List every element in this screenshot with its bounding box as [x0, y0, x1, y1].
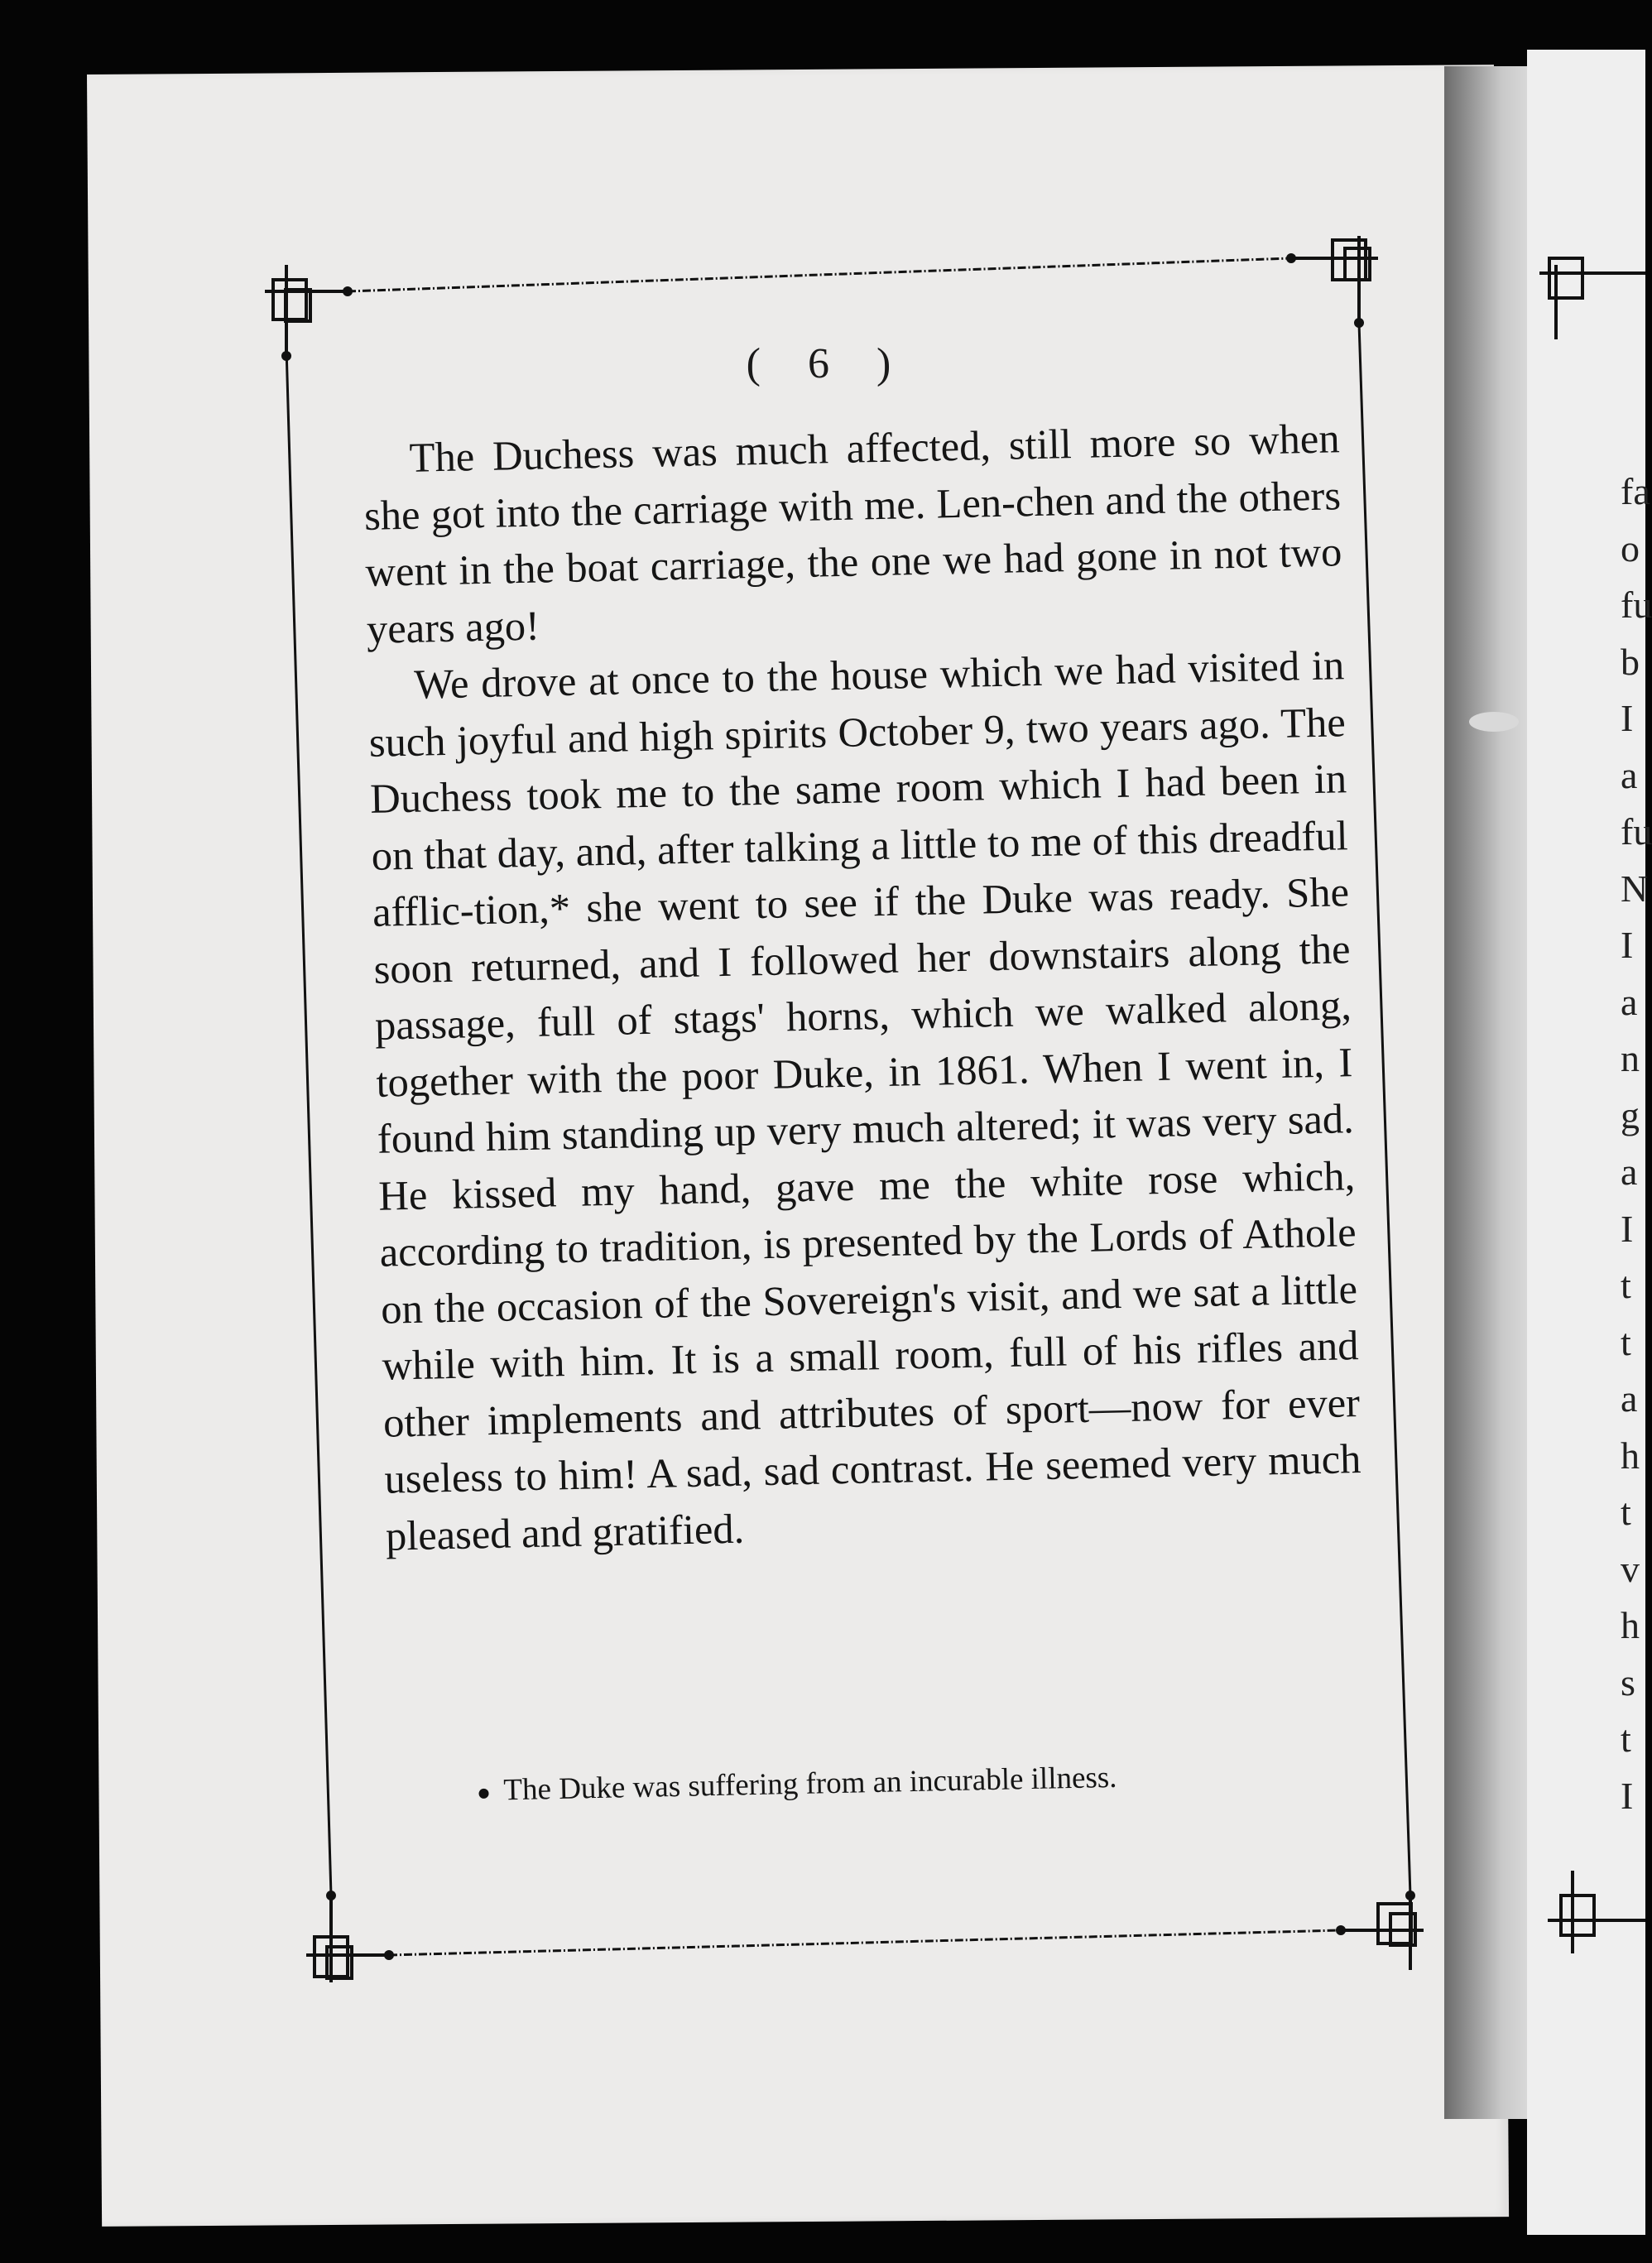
paragraph-2: We drove at once to the house which we had visited in such joyful and high spirits October 9, two years ago. The Duchess took me to the same room which I had been in on that day, and, after talking a little to me of this dreadful afflic-tion,* she went to see if the Duke was ready. She soon returned, and I followed her downstairs along the passage, full of stags' horns, which we walked along, together with the poor Duke, in 1861. When I went in, I found him standing up very much altered; it was very sad. He kissed my hand, gave me the white rose which, according to tradition, is presented by the Lords of Athole on the occasion of the Sovereign's visit, and we sat a little while with him. It is a small room, full of his rifles and other implements and attributes of sport—now for ever useless to him! A sad, sad contrast. He seemed very much pleased and gratified. — [368, 641, 1361, 1559]
paragraph-1: The Duchess was much affected, still more so when she got into the carriage with me. Len-chen and the others went in the boat carriage, the one we had gone in not two years ago! — [363, 415, 1342, 652]
facing-line-fragment: t — [1621, 1718, 1631, 1760]
footnote-bullet — [478, 1788, 488, 1798]
facing-line-fragment: fu — [1621, 810, 1652, 853]
facing-line-fragment: h — [1621, 1434, 1640, 1477]
facing-line-fragment: a — [1621, 980, 1638, 1023]
facing-line-fragment: t — [1621, 1491, 1631, 1533]
facing-line-fragment: fu — [1621, 584, 1652, 626]
facing-line-fragment: g — [1621, 1093, 1640, 1136]
facing-line-fragment: I — [1621, 1774, 1634, 1817]
facing-line-fragment: n — [1621, 1037, 1640, 1079]
facing-line-fragment: I — [1621, 697, 1634, 739]
facing-line-fragment: h — [1621, 1604, 1640, 1646]
facing-line-fragment: a — [1621, 753, 1638, 796]
facing-line-fragment: I — [1621, 1207, 1634, 1250]
facing-line-fragment: t — [1621, 1264, 1631, 1306]
facing-line-fragment: b — [1621, 640, 1640, 683]
facing-line-fragment: fa — [1621, 470, 1650, 512]
facing-line-fragment: I — [1621, 924, 1634, 966]
facing-line-fragment: o — [1621, 526, 1640, 569]
facing-line-fragment: t — [1621, 1320, 1631, 1363]
facing-line-fragment: a — [1621, 1151, 1638, 1193]
footnote-text: The Duke was suffering from an incurable illness. — [503, 1760, 1117, 1808]
facing-line-fragment: v — [1621, 1547, 1640, 1590]
facing-line-fragment: s — [1621, 1660, 1635, 1703]
body-text — [363, 410, 1362, 1564]
page-number: ( 6 ) — [746, 340, 910, 387]
paper-speck — [1469, 712, 1519, 732]
facing-line-fragment: N — [1621, 867, 1649, 910]
facing-line-fragment: a — [1621, 1377, 1638, 1420]
